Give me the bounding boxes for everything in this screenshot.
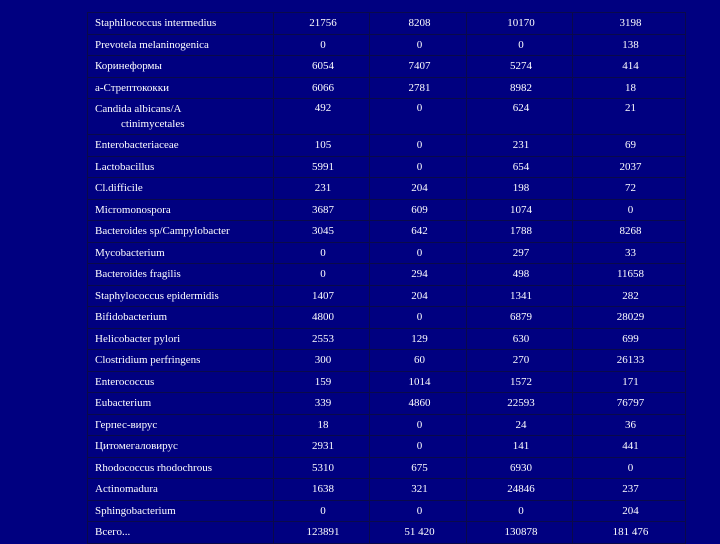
organism-name: Коринеформы	[95, 60, 162, 73]
table-row	[88, 221, 686, 243]
value-cell-4: 237	[573, 479, 686, 501]
value-cell-2: 294	[370, 264, 467, 286]
organism-name: Sphingobacterium	[95, 504, 176, 517]
value-cell-3: 0	[467, 34, 573, 56]
value-cell-1: 0	[274, 242, 370, 264]
value-cell-3: 198	[467, 178, 573, 200]
organism-name: Rhodococcus rhodochrous	[95, 461, 213, 474]
value-cell-2: 0	[370, 99, 467, 135]
value-cell-3: 24	[467, 414, 573, 436]
value-cell-1: 1407	[274, 285, 370, 307]
organism-name-cell	[88, 500, 274, 522]
value-cell-1: 159	[274, 371, 370, 393]
table-row	[88, 328, 686, 350]
value-cell-4: 138	[573, 34, 686, 56]
value-cell-4: 26133	[573, 350, 686, 372]
microflora-table	[87, 12, 686, 544]
value-cell-4: 0	[573, 199, 686, 221]
value-cell-4: 33	[573, 242, 686, 264]
table-row	[88, 500, 686, 522]
organism-name-cell	[88, 328, 274, 350]
value-cell-2: 129	[370, 328, 467, 350]
value-cell-2: 4860	[370, 393, 467, 415]
organism-name-cell	[88, 77, 274, 99]
value-cell-2: 642	[370, 221, 467, 243]
organism-name-cell	[88, 13, 274, 35]
table-row	[88, 199, 686, 221]
value-cell-2: 0	[370, 242, 467, 264]
value-cell-1: 5991	[274, 156, 370, 178]
table-row	[88, 77, 686, 99]
value-cell-3: 0	[467, 500, 573, 522]
table-row	[88, 479, 686, 501]
organism-name: Bifidobacterium	[95, 311, 168, 324]
value-cell-1: 0	[274, 264, 370, 286]
value-cell-3: 8982	[467, 77, 573, 99]
value-cell-2: 0	[370, 34, 467, 56]
table-row	[88, 56, 686, 78]
organism-name: Staphylococcus epidermidis	[95, 289, 219, 302]
value-cell-2: 0	[370, 436, 467, 458]
value-cell-3: 5274	[467, 56, 573, 78]
organism-name: Enterococcus	[95, 375, 155, 388]
organism-name: Enterobacteriaceae	[95, 139, 179, 152]
organism-name-cell	[88, 135, 274, 157]
value-cell-2: 7407	[370, 56, 467, 78]
value-cell-3: 6879	[467, 307, 573, 329]
organism-name-cell	[88, 34, 274, 56]
value-cell-4: 21	[573, 99, 686, 135]
value-cell-2: 609	[370, 199, 467, 221]
organism-name-cell	[88, 242, 274, 264]
organism-name: Герпес-вирус	[95, 418, 158, 431]
value-cell-3: 498	[467, 264, 573, 286]
value-cell-4: 36	[573, 414, 686, 436]
value-cell-3: 1572	[467, 371, 573, 393]
organism-name: Clostridium perfringens	[95, 354, 201, 367]
value-cell-1: 0	[274, 500, 370, 522]
value-cell-2: 0	[370, 414, 467, 436]
value-cell-2: 0	[370, 307, 467, 329]
value-cell-4: 414	[573, 56, 686, 78]
value-cell-2: 321	[370, 479, 467, 501]
value-cell-1: 123891	[274, 522, 370, 544]
table-row	[88, 393, 686, 415]
organism-name: Mycobacterium	[95, 246, 165, 259]
organism-name: Eubacterium	[95, 397, 152, 410]
value-cell-3: 141	[467, 436, 573, 458]
table-row	[88, 34, 686, 56]
value-cell-3: 231	[467, 135, 573, 157]
value-cell-2: 0	[370, 135, 467, 157]
organism-name-cell	[88, 414, 274, 436]
value-cell-3: 6930	[467, 457, 573, 479]
value-cell-3: 1788	[467, 221, 573, 243]
table-row	[88, 156, 686, 178]
organism-name: Helicobacter pylori	[95, 332, 181, 345]
organism-name-cell	[88, 56, 274, 78]
organism-name-cell	[88, 436, 274, 458]
value-cell-1: 18	[274, 414, 370, 436]
value-cell-1: 1638	[274, 479, 370, 501]
organism-name-cell	[88, 285, 274, 307]
value-cell-3: 654	[467, 156, 573, 178]
organism-name: Candida albicans/A	[95, 103, 182, 115]
value-cell-2: 0	[370, 156, 467, 178]
value-cell-2: 675	[370, 457, 467, 479]
value-cell-4: 18	[573, 77, 686, 99]
value-cell-1: 4800	[274, 307, 370, 329]
value-cell-1: 300	[274, 350, 370, 372]
organism-name-cell	[88, 99, 274, 135]
value-cell-4: 441	[573, 436, 686, 458]
value-cell-1: 3687	[274, 199, 370, 221]
value-cell-3: 624	[467, 99, 573, 135]
organism-name: Всего...	[95, 526, 131, 539]
value-cell-2: 0	[370, 500, 467, 522]
value-cell-4: 181 476	[573, 522, 686, 544]
table-row	[88, 350, 686, 372]
value-cell-4: 0	[573, 457, 686, 479]
value-cell-1: 5310	[274, 457, 370, 479]
table-row	[88, 307, 686, 329]
value-cell-1: 2553	[274, 328, 370, 350]
organism-name: Micromonospora	[95, 203, 171, 216]
value-cell-3: 630	[467, 328, 573, 350]
table-row	[88, 99, 686, 135]
value-cell-3: 130878	[467, 522, 573, 544]
organism-name-cell	[88, 221, 274, 243]
value-cell-4: 11658	[573, 264, 686, 286]
value-cell-4: 204	[573, 500, 686, 522]
value-cell-4: 72	[573, 178, 686, 200]
organism-name-cell	[88, 199, 274, 221]
table-body	[88, 13, 686, 544]
value-cell-1: 21756	[274, 13, 370, 35]
value-cell-4: 2037	[573, 156, 686, 178]
value-cell-1: 0	[274, 34, 370, 56]
organism-name-continuation: ctinimycetales	[121, 118, 185, 130]
value-cell-1: 6066	[274, 77, 370, 99]
value-cell-3: 1074	[467, 199, 573, 221]
organism-name: Bacteroides sp/Campylobacter	[95, 225, 230, 238]
table-row	[88, 13, 686, 35]
table-row	[88, 436, 686, 458]
value-cell-1: 339	[274, 393, 370, 415]
value-cell-1: 3045	[274, 221, 370, 243]
organism-name-cell	[88, 350, 274, 372]
value-cell-1: 492	[274, 99, 370, 135]
value-cell-4: 69	[573, 135, 686, 157]
value-cell-1: 6054	[274, 56, 370, 78]
value-cell-2: 2781	[370, 77, 467, 99]
table-row	[88, 178, 686, 200]
value-cell-2: 51 420	[370, 522, 467, 544]
table-row	[88, 414, 686, 436]
organism-name-cell	[88, 178, 274, 200]
value-cell-3: 24846	[467, 479, 573, 501]
organism-name-cell	[88, 156, 274, 178]
value-cell-2: 60	[370, 350, 467, 372]
value-cell-3: 22593	[467, 393, 573, 415]
value-cell-3: 10170	[467, 13, 573, 35]
organism-name-cell	[88, 264, 274, 286]
organism-name-cell	[88, 371, 274, 393]
organism-name: a-Стрептококки	[95, 81, 169, 94]
table-row	[88, 285, 686, 307]
table-row	[88, 371, 686, 393]
value-cell-1: 2931	[274, 436, 370, 458]
organism-name: Цитомегаловирус	[95, 440, 178, 453]
value-cell-4: 3198	[573, 13, 686, 35]
organism-name: Lactobacillus	[95, 160, 155, 173]
organism-name: Bacteroides fragilis	[95, 268, 181, 281]
organism-name-cell	[88, 457, 274, 479]
table-row	[88, 242, 686, 264]
organism-name: Prevotela melaninogenica	[95, 38, 209, 51]
table-row	[88, 457, 686, 479]
value-cell-2: 1014	[370, 371, 467, 393]
value-cell-2: 204	[370, 285, 467, 307]
value-cell-4: 76797	[573, 393, 686, 415]
value-cell-3: 270	[467, 350, 573, 372]
value-cell-1: 231	[274, 178, 370, 200]
value-cell-4: 28029	[573, 307, 686, 329]
value-cell-3: 1341	[467, 285, 573, 307]
value-cell-4: 171	[573, 371, 686, 393]
value-cell-2: 8208	[370, 13, 467, 35]
organism-name: Cl.difficile	[95, 182, 143, 195]
value-cell-4: 282	[573, 285, 686, 307]
value-cell-2: 204	[370, 178, 467, 200]
organism-name-cell	[88, 393, 274, 415]
value-cell-4: 8268	[573, 221, 686, 243]
organism-name-cell	[88, 479, 274, 501]
value-cell-1: 105	[274, 135, 370, 157]
organism-name: Staphilococcus intermedius	[95, 17, 217, 30]
organism-name-cell	[88, 307, 274, 329]
value-cell-4: 699	[573, 328, 686, 350]
table-row	[88, 264, 686, 286]
organism-name: Actinomadura	[95, 483, 158, 496]
table-row	[88, 135, 686, 157]
value-cell-3: 297	[467, 242, 573, 264]
